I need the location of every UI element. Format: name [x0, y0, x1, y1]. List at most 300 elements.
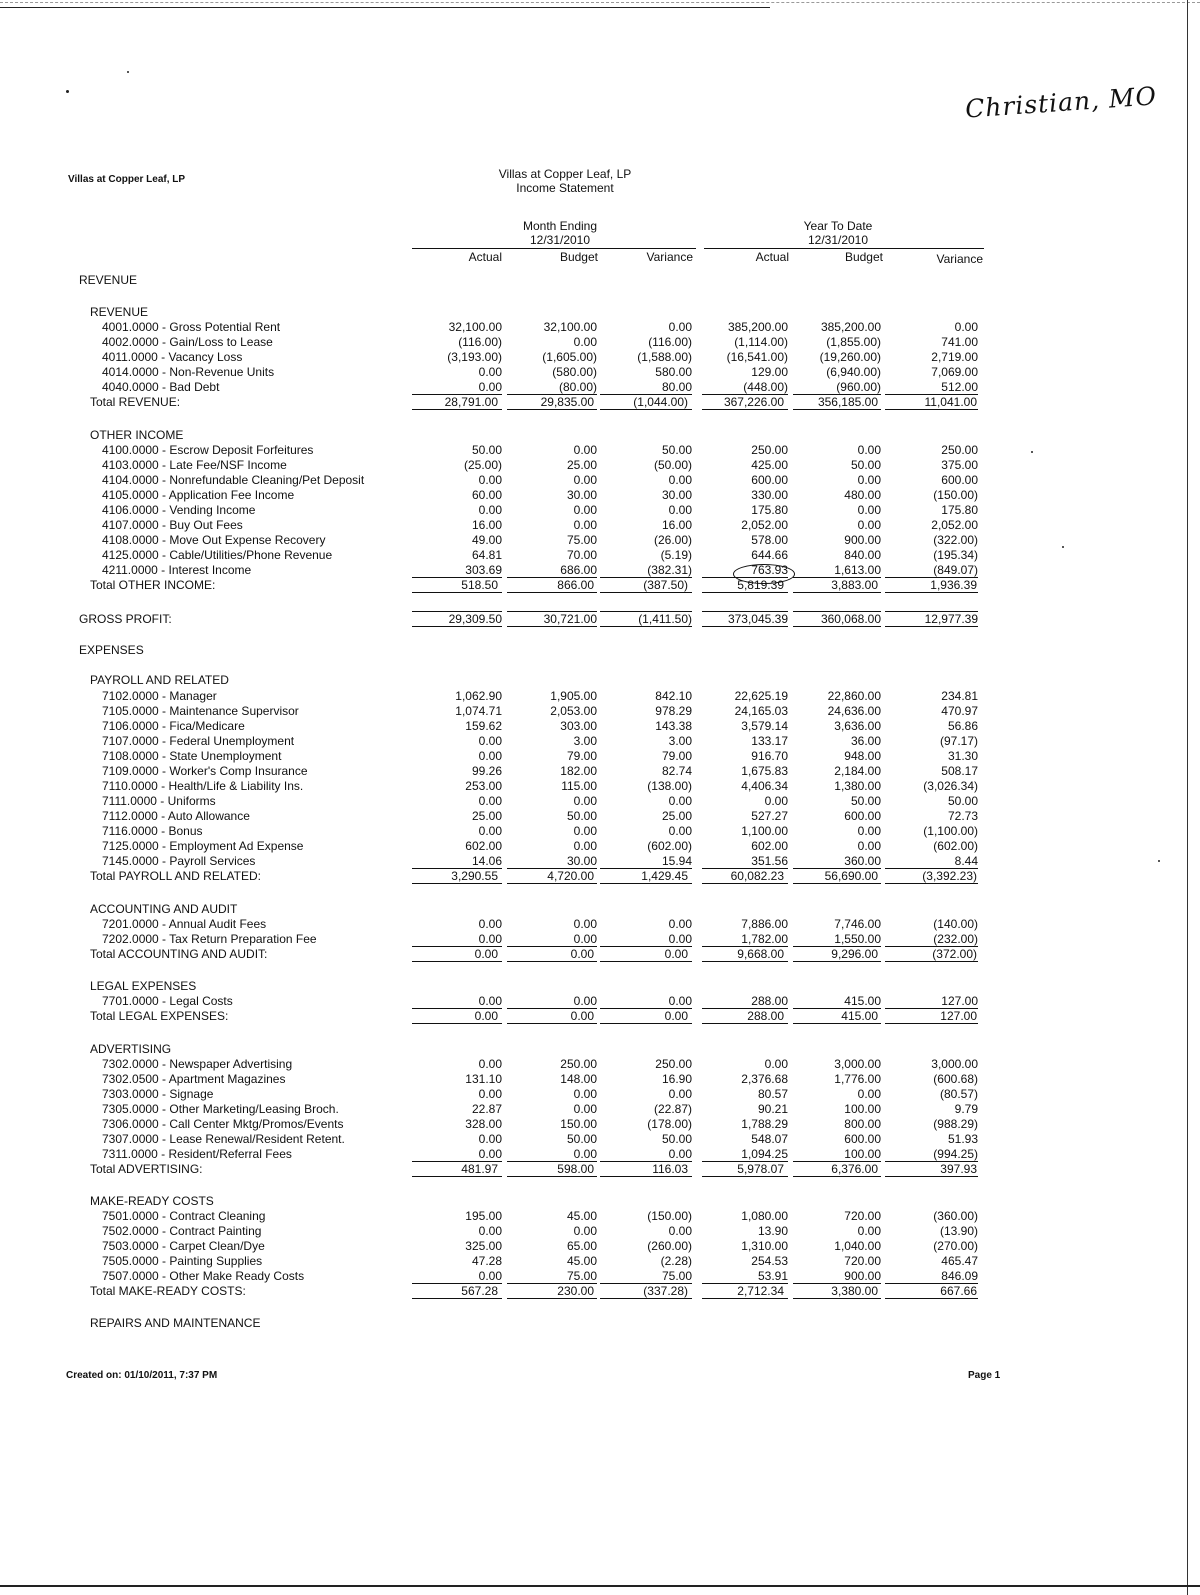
total-rule [702, 1283, 788, 1284]
cell-value: 0.00 [764, 794, 788, 808]
cell-value: 45.00 [566, 1254, 597, 1268]
group-rule [412, 248, 696, 249]
cell-value: 100.00 [844, 1102, 881, 1116]
cell-value: (195.34) [933, 548, 978, 562]
row-label: 7311.0000 - Resident/Referral Fees [102, 1147, 292, 1161]
cell-value: 7,746.00 [834, 917, 881, 931]
cell-value: 0.00 [668, 1087, 692, 1101]
cell-value: 30,721.00 [543, 612, 597, 626]
cell-value: 3,883.00 [831, 578, 878, 592]
cell-value: 0.00 [764, 1057, 788, 1071]
total-rule [702, 1161, 788, 1162]
table-row [0, 1254, 1190, 1269]
cell-value: 75.00 [566, 533, 597, 547]
table-row [0, 1239, 1190, 1254]
total-rule [412, 611, 502, 612]
cell-value: (270.00) [933, 1239, 978, 1253]
cell-value: 7,069.00 [931, 365, 978, 379]
cell-value: 978.29 [655, 704, 692, 718]
total-double-rule [412, 961, 502, 962]
cell-value: (232.00) [933, 932, 978, 946]
cell-value: 30.00 [566, 854, 597, 868]
cell-value: 375.00 [941, 458, 978, 472]
row-label: 7306.0000 - Call Center Mktg/Promos/Events [102, 1117, 344, 1131]
cell-value: 0.00 [857, 1087, 881, 1101]
cell-value: (178.00) [647, 1117, 692, 1131]
table-row [0, 1057, 1190, 1072]
cell-value: 948.00 [844, 749, 881, 763]
row-label: 7105.0000 - Maintenance Supervisor [102, 704, 299, 718]
total-double-rule [412, 883, 502, 884]
cell-value: 470.97 [941, 704, 978, 718]
cell-value: 143.38 [655, 719, 692, 733]
cell-value: 3.00 [573, 734, 597, 748]
cell-value: 7,886.00 [741, 917, 788, 931]
total-double-rule [412, 1023, 502, 1024]
cell-value: 100.00 [844, 1147, 881, 1161]
cell-value: (448.00) [743, 380, 788, 394]
cell-value: 916.70 [751, 749, 788, 763]
cell-value: 22,625.19 [734, 689, 788, 703]
row-label: 4103.0000 - Late Fee/NSF Income [102, 458, 287, 472]
row-label: 7110.0000 - Health/Life & Liability Ins. [102, 779, 304, 793]
total-rule [793, 1008, 881, 1009]
total-double-rule [600, 409, 692, 410]
created-timestamp: Created on: 01/10/2011, 7:37 PM [66, 1370, 218, 1381]
cell-value: 1,550.00 [834, 932, 881, 946]
cell-value: 512.00 [941, 380, 978, 394]
cell-value: (849.07) [933, 563, 978, 577]
row-label: Total PAYROLL AND RELATED: [90, 869, 261, 883]
table-row [0, 335, 1190, 350]
cell-value: 373,045.39 [727, 612, 788, 626]
total-double-rule [600, 1298, 692, 1299]
total-row [0, 395, 1190, 410]
row-label: 7112.0000 - Auto Allowance [102, 809, 250, 823]
row-label: 7302.0000 - Newspaper Advertising [102, 1057, 293, 1071]
scan-edge-line [0, 7, 770, 8]
row-label: 7302.0500 - Apartment Magazines [102, 1072, 286, 1086]
cell-value: 3,579.14 [741, 719, 788, 733]
cell-value: 900.00 [844, 533, 881, 547]
cell-value: 360,068.00 [820, 612, 881, 626]
table-row [0, 320, 1190, 335]
total-double-rule [702, 1298, 788, 1299]
cell-value: 127.00 [941, 994, 978, 1008]
cell-value: 0.00 [857, 518, 881, 532]
cell-value: 29,309.50 [448, 612, 502, 626]
cell-value: 1,613.00 [834, 563, 881, 577]
cell-value: 99.26 [471, 764, 502, 778]
cell-value: 253.00 [465, 779, 502, 793]
cell-value: 3,290.55 [451, 869, 498, 883]
table-row [0, 1269, 1190, 1284]
table-row [0, 1209, 1190, 1224]
cell-value: 1,094.25 [741, 1147, 788, 1161]
group-rule [704, 248, 984, 249]
cell-value: 356,185.00 [817, 395, 878, 409]
cell-value: 0.00 [478, 365, 502, 379]
total-rule [793, 868, 881, 869]
total-row [0, 869, 1190, 884]
cell-value: 0.00 [573, 917, 597, 931]
row-label: Total REVENUE: [90, 395, 181, 409]
cell-value: 51.93 [947, 1132, 978, 1146]
cell-value: 720.00 [844, 1209, 881, 1223]
total-double-rule [702, 961, 788, 962]
table-row [0, 443, 1190, 458]
row-label: Total LEGAL EXPENSES: [90, 1009, 229, 1023]
cell-value: 50.00 [850, 458, 881, 472]
cell-value: 0.00 [954, 320, 978, 334]
cell-value: 360.00 [844, 854, 881, 868]
cell-value: (1,605.00) [542, 350, 597, 364]
total-double-rule [885, 592, 978, 593]
total-double-rule [507, 961, 597, 962]
cell-value: 288.00 [751, 994, 788, 1008]
cell-value: 0.00 [478, 473, 502, 487]
cell-value: 30.00 [566, 488, 597, 502]
cell-value: 250.00 [655, 1057, 692, 1071]
total-rule [885, 611, 978, 612]
row-label: 7507.0000 - Other Make Ready Costs [102, 1269, 305, 1283]
cell-value: 12,977.39 [924, 612, 978, 626]
table-row [0, 839, 1190, 854]
row-label: 4108.0000 - Move Out Expense Recovery [102, 533, 326, 547]
cell-value: 72.73 [947, 809, 978, 823]
cell-value: 900.00 [844, 1269, 881, 1283]
total-row [0, 947, 1190, 962]
row-label: 4001.0000 - Gross Potential Rent [102, 320, 281, 334]
cell-value: 2,376.68 [741, 1072, 788, 1086]
cell-value: 415.00 [841, 1009, 878, 1023]
gross-profit-rule [507, 626, 597, 627]
total-double-rule [885, 409, 978, 410]
cell-value: 47.28 [471, 1254, 502, 1268]
column-header: Actual [468, 250, 502, 264]
group-header [0, 1042, 1190, 1057]
row-label: Total MAKE-READY COSTS: [90, 1284, 246, 1298]
report-title [470, 167, 660, 195]
total-rule [507, 577, 597, 578]
row-label: 7503.0000 - Carpet Clean/Dye [102, 1239, 265, 1253]
cell-value: 0.00 [573, 1147, 597, 1161]
total-rule [793, 577, 881, 578]
cell-value: 527.27 [751, 809, 788, 823]
cell-value: 53.91 [757, 1269, 788, 1283]
row-label: 7116.0000 - Bonus [102, 824, 203, 838]
total-rule [793, 394, 881, 395]
cell-value: 175.80 [751, 503, 788, 517]
total-rule [702, 394, 788, 395]
row-label: Total ACCOUNTING AND AUDIT: [90, 947, 268, 961]
total-rule [885, 577, 978, 578]
gross-profit-rule [412, 626, 502, 627]
total-rule [600, 1283, 692, 1284]
total-double-rule [702, 1176, 788, 1177]
cell-value: 2,719.00 [931, 350, 978, 364]
cell-value: 0.00 [668, 824, 692, 838]
cell-value: (116.00) [458, 335, 502, 349]
row-label: REVENUE [79, 273, 138, 287]
cell-value: 0.00 [668, 994, 692, 1008]
cell-value: 65.00 [566, 1239, 597, 1253]
cell-value: 50.00 [661, 443, 692, 457]
group-header [0, 673, 1190, 688]
cell-value: 415.00 [844, 994, 881, 1008]
total-double-rule [600, 592, 692, 593]
cell-value: 150.00 [560, 1117, 597, 1131]
cell-value: 686.00 [560, 563, 597, 577]
row-label: 7701.0000 - Legal Costs [102, 994, 233, 1008]
cell-value: 600.00 [844, 809, 881, 823]
cell-value: 763.93 [751, 563, 788, 577]
row-label: ACCOUNTING AND AUDIT [90, 902, 238, 916]
row-label: 7502.0000 - Contract Painting [102, 1224, 262, 1238]
total-double-rule [600, 961, 692, 962]
cell-value: 1,429.45 [641, 869, 688, 883]
total-rule [885, 868, 978, 869]
row-label: 7201.0000 - Annual Audit Fees [102, 917, 267, 931]
cell-value: 1,080.00 [741, 1209, 788, 1223]
cell-value: 2,053.00 [550, 704, 597, 718]
total-row [0, 1009, 1190, 1024]
row-label: 7107.0000 - Federal Unemployment [102, 734, 295, 748]
cell-value: (116.00) [648, 335, 692, 349]
cell-value: 22.87 [471, 1102, 502, 1116]
gross-profit-rule [885, 626, 978, 627]
cell-value: 0.00 [668, 1147, 692, 1161]
total-rule [412, 1008, 502, 1009]
scan-edge-top [0, 2, 1200, 3]
cell-value: 0.00 [474, 1009, 498, 1023]
cell-value: (988.29) [933, 1117, 978, 1131]
cell-value: (1,114.00) [734, 335, 788, 349]
cell-value: 29,835.00 [540, 395, 594, 409]
cell-value: 0.00 [573, 503, 597, 517]
scan-speck [66, 90, 69, 93]
cell-value: 481.97 [461, 1162, 498, 1176]
table-row [0, 473, 1190, 488]
row-label: 7202.0000 - Tax Return Preparation Fee [102, 932, 317, 946]
cell-value: 24,636.00 [827, 704, 881, 718]
cell-value: 741.00 [941, 335, 978, 349]
table-row [0, 533, 1190, 548]
row-label: 4106.0000 - Vending Income [102, 503, 256, 517]
cell-value: (22.87) [653, 1102, 692, 1116]
cell-value: 1,788.29 [741, 1117, 788, 1131]
cell-value: 0.00 [664, 1009, 688, 1023]
cell-value: (26.00) [653, 533, 692, 547]
row-label: 7501.0000 - Contract Cleaning [102, 1209, 266, 1223]
cell-value: 548.07 [751, 1132, 788, 1146]
cell-value: 230.00 [557, 1284, 594, 1298]
cell-value: 480.00 [844, 488, 881, 502]
cell-value: 75.00 [661, 1269, 692, 1283]
total-rule [412, 394, 502, 395]
cell-value: (80.00) [558, 380, 597, 394]
row-label: EXPENSES [79, 643, 144, 657]
row-label: Total ADVERTISING: [90, 1162, 203, 1176]
column-header: Variance [936, 252, 983, 266]
cell-value: 6,376.00 [831, 1162, 878, 1176]
cell-value: 1,782.00 [741, 932, 788, 946]
total-double-rule [885, 961, 978, 962]
row-label: 4014.0000 - Non-Revenue Units [102, 365, 275, 379]
gross-profit-rule [702, 626, 788, 627]
cell-value: 15.94 [661, 854, 692, 868]
total-rule [885, 394, 978, 395]
cell-value: 50.00 [947, 794, 978, 808]
total-double-rule [702, 1023, 788, 1024]
cell-value: 0.00 [857, 443, 881, 457]
cell-value: 518.50 [461, 578, 498, 592]
row-label: 7303.0000 - Signage [102, 1087, 214, 1101]
table-row [0, 1224, 1190, 1239]
table-row [0, 749, 1190, 764]
row-label: REVENUE [90, 305, 149, 319]
row-label: 7102.0000 - Manager [102, 689, 217, 703]
cell-value: 5,978.07 [737, 1162, 784, 1176]
cell-value: (322.00) [933, 533, 978, 547]
table-row [0, 854, 1190, 869]
table-row [0, 563, 1190, 578]
cell-value: 0.00 [573, 1102, 597, 1116]
cell-value: 3,000.00 [834, 1057, 881, 1071]
cell-value: 90.21 [757, 1102, 788, 1116]
cell-value: 234.81 [941, 689, 978, 703]
cell-value: 0.00 [668, 503, 692, 517]
cell-value: 385,200.00 [820, 320, 881, 334]
cell-value: 1,040.00 [834, 1239, 881, 1253]
row-label: 4011.0000 - Vacancy Loss [102, 350, 243, 364]
cell-value: 288.00 [747, 1009, 784, 1023]
total-rule [507, 1283, 597, 1284]
cell-value: 1,905.00 [550, 689, 597, 703]
cell-value: 30.00 [661, 488, 692, 502]
handwritten-note: Christian, MO [964, 81, 1158, 124]
cell-value: 0.00 [668, 473, 692, 487]
cell-value: 250.00 [941, 443, 978, 457]
gross-profit-rule [793, 626, 881, 627]
total-rule [507, 1008, 597, 1009]
cell-value: 14.06 [471, 854, 502, 868]
cell-value: 600.00 [941, 473, 978, 487]
cell-value: 0.00 [573, 839, 597, 853]
report-name: Income Statement [516, 181, 614, 195]
table-row [0, 734, 1190, 749]
table-row [0, 704, 1190, 719]
cell-value: (97.17) [939, 734, 978, 748]
cell-value: 800.00 [844, 1117, 881, 1131]
cell-value: 3,636.00 [834, 719, 881, 733]
group-label: Month Ending [522, 219, 598, 233]
table-row [0, 365, 1190, 380]
cell-value: 0.00 [474, 947, 498, 961]
cell-value: 60,082.23 [730, 869, 784, 883]
row-label: 7108.0000 - State Unemployment [102, 749, 282, 763]
cell-value: 1,675.83 [741, 764, 788, 778]
total-rule [507, 394, 597, 395]
row-label: 7109.0000 - Worker's Comp Insurance [102, 764, 308, 778]
cell-value: (2.28) [660, 1254, 692, 1268]
total-rule [793, 1283, 881, 1284]
cell-value: 0.00 [573, 335, 597, 349]
cell-value: 3,000.00 [931, 1057, 978, 1071]
row-label: 7125.0000 - Employment Ad Expense [102, 839, 304, 853]
row-label: 4211.0000 - Interest Income [102, 563, 252, 577]
row-label: 4002.0000 - Gain/Loss to Lease [102, 335, 273, 349]
total-rule [885, 946, 978, 947]
cell-value: (3,026.34) [923, 779, 978, 793]
cell-value: 0.00 [478, 1087, 502, 1101]
total-double-rule [793, 961, 881, 962]
total-double-rule [793, 1298, 881, 1299]
cell-value: 0.00 [668, 932, 692, 946]
cell-value: 0.00 [573, 794, 597, 808]
cell-value: 325.00 [465, 1239, 502, 1253]
cell-value: 0.00 [478, 1057, 502, 1071]
cell-value: 425.00 [751, 458, 788, 472]
cell-value: (150.00) [647, 1209, 692, 1223]
cell-value: 602.00 [465, 839, 502, 853]
cell-value: 508.17 [941, 764, 978, 778]
total-double-rule [507, 883, 597, 884]
total-rule [507, 868, 597, 869]
cell-value: (150.00) [933, 488, 978, 502]
cell-value: 0.00 [478, 994, 502, 1008]
cell-value: 0.00 [573, 443, 597, 457]
cell-value: (80.57) [939, 1087, 978, 1101]
handwritten-circle [733, 564, 795, 584]
cell-value: (602.00) [933, 839, 978, 853]
gross-profit-row [0, 612, 1190, 627]
cell-value: (960.00) [836, 380, 881, 394]
cell-value: 1,074.71 [455, 704, 502, 718]
cell-value: (600.68) [933, 1072, 978, 1086]
total-rule [600, 868, 692, 869]
cell-value: 60.00 [471, 488, 502, 502]
cell-value: (387.50) [643, 578, 688, 592]
table-row [0, 503, 1190, 518]
cell-value: 0.00 [478, 824, 502, 838]
group-header [0, 902, 1190, 917]
total-rule [885, 1283, 978, 1284]
cell-value: 2,052.00 [931, 518, 978, 532]
cell-value: 1,310.00 [741, 1239, 788, 1253]
cell-value: 465.47 [941, 1254, 978, 1268]
table-row [0, 1132, 1190, 1147]
cell-value: 385,200.00 [727, 320, 788, 334]
cell-value: 602.00 [751, 839, 788, 853]
total-row [0, 1284, 1190, 1299]
cell-value: 148.00 [560, 1072, 597, 1086]
row-label: 4040.0000 - Bad Debt [102, 380, 220, 394]
total-rule [600, 394, 692, 395]
cell-value: 127.00 [940, 1009, 977, 1023]
cell-value: (337.28) [643, 1284, 688, 1298]
report-company: Villas at Copper Leaf, LP [498, 167, 632, 181]
row-label: 4104.0000 - Nonrefundable Cleaning/Pet Deposit [102, 473, 365, 487]
cell-value: 2,184.00 [834, 764, 881, 778]
cell-value: 667.66 [940, 1284, 977, 1298]
cell-value: 598.00 [557, 1162, 594, 1176]
total-rule [412, 946, 502, 947]
cell-value: 22,860.00 [827, 689, 881, 703]
total-rule [507, 946, 597, 947]
cell-value: 9.79 [954, 1102, 978, 1116]
cell-value: 1,380.00 [834, 779, 881, 793]
